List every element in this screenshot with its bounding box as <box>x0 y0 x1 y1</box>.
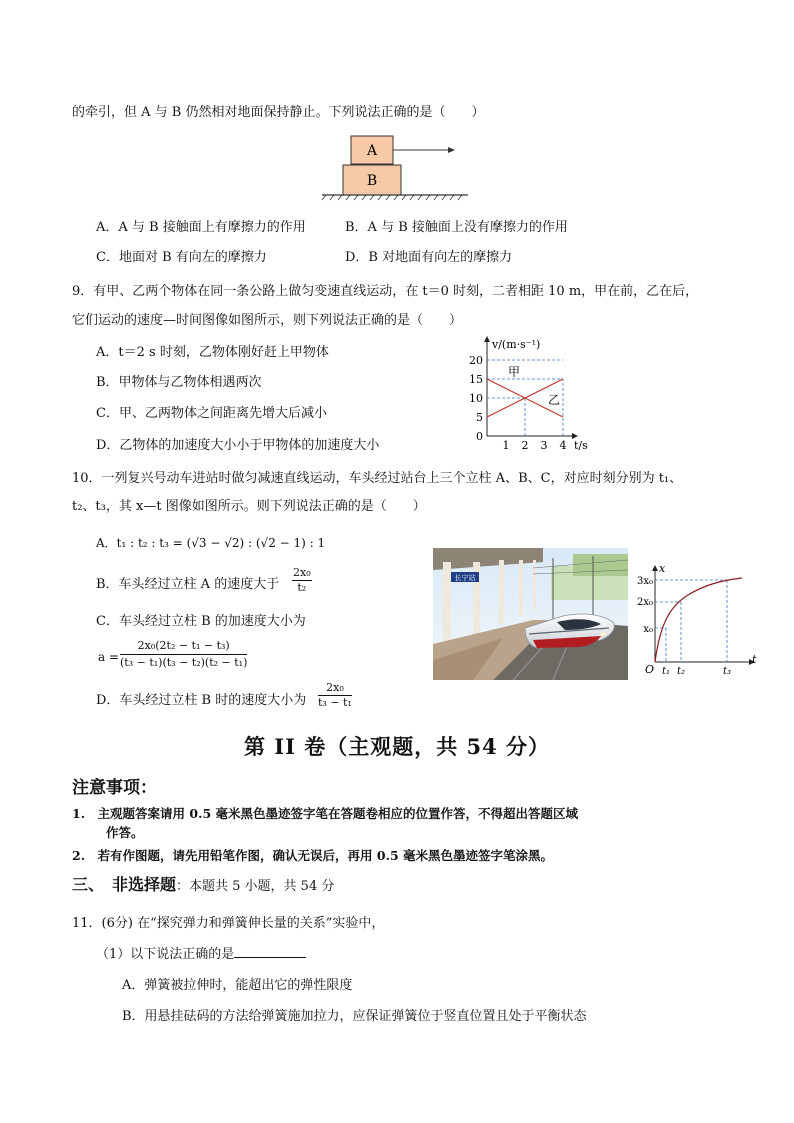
q11-option-a: A．弹簧被拉伸时，能超出它的弹性限度 <box>122 978 353 993</box>
vt-series-label-yi: 乙 <box>548 393 561 407</box>
q11-stem: 11．(6分) 在“探究弹力和弹簧伸长量的关系”实验中， <box>72 916 385 931</box>
q10-option-d-denominator: t₃ − t₁ <box>318 696 352 709</box>
xt-y-tick-3x0: 3x₀ <box>636 576 653 587</box>
vt-x-tick-3: 3 <box>540 439 548 452</box>
q9-stem-line2: 它们运动的速度—时间图像如图所示，则下列说法正确的是（ ） <box>72 313 463 328</box>
vt-series-label-jia: 甲 <box>508 365 521 379</box>
q10-option-c-lhs: a = <box>98 650 120 664</box>
q10-option-c-denominator: (t₃ − t₁)(t₃ − t₂)(t₂ − t₁) <box>120 656 248 669</box>
block-b-label: B <box>366 173 378 189</box>
vt-x-axis-label: t/s <box>574 439 588 452</box>
xt-y-tick-x0: x₀ <box>643 624 653 635</box>
force-arrowhead <box>448 147 455 153</box>
velocity-time-chart <box>460 336 610 456</box>
q11-option-b: B．用悬挂砝码的方法给弹簧施加拉力，应保证弹簧位于竖直位置且处于平衡状态 <box>122 1009 587 1024</box>
block-a-label: A <box>366 143 378 159</box>
q10-option-b-denominator: t₂ <box>297 581 307 594</box>
notice-item-1-line1: 1. 主观题答案请用 0.5 毫米黑色墨迹签字笔在答题卷相应的位置作答，不得超出答题区域 <box>72 806 579 821</box>
vt-y-arrow <box>484 336 490 342</box>
vt-y-tick-10: 10 <box>469 392 483 405</box>
vt-y-tick-20: 20 <box>469 354 483 367</box>
vt-y-tick-5: 5 <box>476 411 483 424</box>
q11-subquestion-1 <box>96 945 306 964</box>
q10-option-c-numerator: 2x₀(2t₂ − t₁ − t₃) <box>120 638 247 655</box>
q10-stem-line1: 10．一列复兴号动车进站时做匀减速直线运动，车头经过站台上三个立柱 A、B、C，对应时刻分别为 t₁、 <box>72 471 683 486</box>
q10-option-c-fraction <box>120 638 247 671</box>
part3-heading <box>72 876 334 896</box>
xt-y-tick-2x0: 2x₀ <box>636 597 653 608</box>
xt-origin-label: O <box>645 663 655 676</box>
q10-option-a: A．t₁ : t₂ : t₃ = (√3 − √2) : (√2 − 1) : 1 <box>96 536 326 550</box>
part3-description: ：本题共 5 小题，共 54 分 <box>176 879 335 894</box>
q9-option-b: B．甲物体与乙物体相遇两次 <box>96 375 262 390</box>
notice-item-2: 2. 若有作图题，请先用铅笔作图，确认无误后，再用 0.5 毫米黑色墨迹签字笔涂黑。 <box>72 848 554 863</box>
q10-option-c-text: C．车头经过立柱 B 的加速度大小为 <box>96 614 306 629</box>
q10-option-d-numerator: 2x₀ <box>318 681 352 696</box>
q10-option-b-numerator: 2x₀ <box>293 566 311 579</box>
q10-option-d-text: D．车头经过立柱 B 时的速度大小为 <box>96 693 307 708</box>
q11-subquestion-1-text: （1）以下说法正确的是 <box>96 947 235 962</box>
q9-option-a: A．t＝2 s 时刻，乙物体刚好赶上甲物体 <box>96 345 329 360</box>
q8-option-a: A．A 与 B 接触面上有摩擦力的作用 <box>96 220 306 235</box>
vt-x-tick-4: 4 <box>559 439 567 452</box>
notice-item-1-line2: 作答。 <box>106 825 144 840</box>
question-8-stem-tail: 的牵引，但 A 与 B 仍然相对地面保持静止。下列说法正确的是（ ） <box>72 105 485 120</box>
position-time-chart <box>632 562 762 680</box>
part3-label: 三、 非选择题 <box>72 875 177 894</box>
xt-x-tick-t1: t₁ <box>661 666 671 677</box>
train-photo <box>433 548 628 680</box>
section-title: 第 II 卷（主观题，共 54 分） <box>243 734 551 759</box>
vt-y-tick-0: 0 <box>476 430 483 443</box>
block-diagram <box>320 132 470 202</box>
station-sign-text: 长宁站 <box>454 574 476 582</box>
xt-curve <box>655 578 742 662</box>
vt-x-tick-2: 2 <box>521 439 529 452</box>
q10-option-b-text: B．车头经过立柱 A 的速度大于 <box>96 577 280 592</box>
ground-hatching <box>322 195 462 200</box>
q8-option-d: D．B 对地面有向左的摩擦力 <box>345 250 513 265</box>
vt-x-tick-1: 1 <box>502 439 510 452</box>
q9-stem-line1: 9．有甲、乙两个物体在同一条公路上做匀变速直线运动，在 t＝0 时刻，二者相距 10 m，甲在前，乙在后， <box>72 284 699 299</box>
xt-y-arrow <box>652 565 658 571</box>
q8-option-b: B．A 与 B 接触面上没有摩擦力的作用 <box>345 220 568 235</box>
q8-option-c: C．地面对 B 有向左的摩擦力 <box>96 250 267 265</box>
xt-x-tick-t2: t₂ <box>676 666 686 677</box>
q9-option-c: C．甲、乙两物体之间距离先增大后减小 <box>96 406 327 421</box>
notice-heading: 注意事项： <box>72 778 157 798</box>
answer-blank[interactable] <box>234 945 306 958</box>
q9-option-d: D．乙物体的加速度大小小于甲物体的加速度大小 <box>96 438 380 453</box>
q10-option-d-fraction <box>318 681 352 710</box>
q10-option-b-fraction <box>292 566 312 595</box>
vt-y-axis-label: v/(m·s⁻¹) <box>492 338 541 351</box>
q10-stem-line2: t₂、t₃，其 x—t 图像如图所示。则下列说法正确的是（ ） <box>72 499 426 514</box>
xt-y-axis-label: x <box>659 562 666 575</box>
vt-y-tick-15: 15 <box>469 373 483 386</box>
xt-x-tick-t3: t₃ <box>722 666 732 677</box>
xt-x-axis-label: t <box>752 653 757 666</box>
